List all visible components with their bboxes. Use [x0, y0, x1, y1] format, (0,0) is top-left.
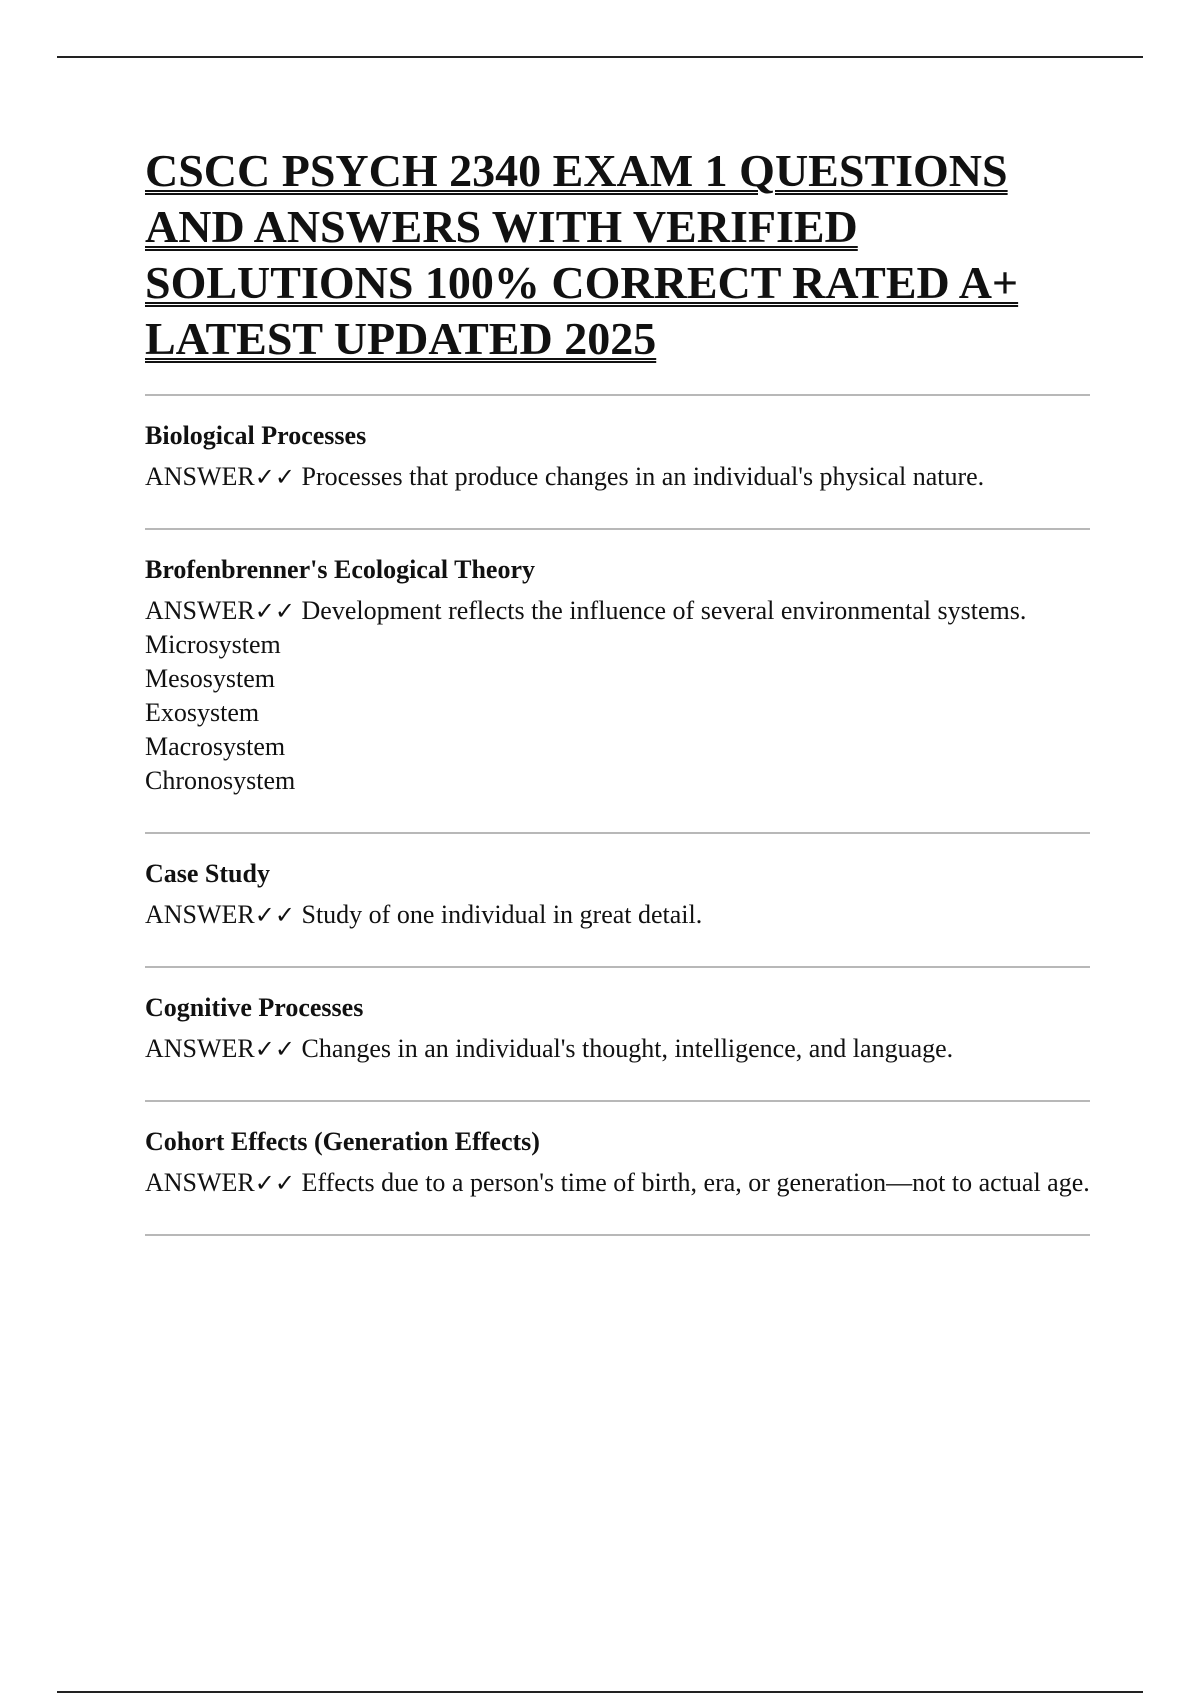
qa-answer [145, 460, 1090, 494]
double-check-icon: ✓✓ [254, 901, 295, 929]
qa-answer [145, 594, 1090, 798]
document-body [145, 143, 1090, 1236]
answer-label: ANSWER [145, 462, 255, 491]
qa-answer [145, 898, 1090, 932]
double-check-icon: ✓✓ [254, 1035, 295, 1063]
qa-term: Cognitive Processes [145, 993, 364, 1022]
qa-item [145, 968, 1090, 1102]
answer-label: ANSWER [145, 1168, 255, 1197]
qa-answer-text: Changes in an individual's thought, intelligence, and language. [295, 1034, 954, 1063]
page-bottom-rule [57, 1691, 1143, 1693]
qa-item [145, 396, 1090, 530]
document-title: CSCC PSYCH 2340 EXAM 1 QUESTIONS AND ANSWERS WITH VERIFIED SOLUTIONS 100% CORRECT RATED A+ LATEST UPDATED 2025 [145, 145, 1019, 364]
qa-term: Cohort Effects (Generation Effects) [145, 1127, 540, 1156]
qa-item [145, 530, 1090, 834]
page-top-rule [57, 56, 1143, 58]
answer-label: ANSWER [145, 900, 255, 929]
qa-answer [145, 1032, 1090, 1066]
qa-answer-text: Study of one individual in great detail. [295, 900, 703, 929]
answer-label: ANSWER [145, 596, 255, 625]
answer-label: ANSWER [145, 1034, 255, 1063]
double-check-icon: ✓✓ [254, 463, 295, 491]
double-check-icon: ✓✓ [254, 597, 295, 625]
qa-answer-text: Processes that produce changes in an individual's physical nature. [295, 462, 985, 491]
qa-answer-text: Effects due to a person's time of birth, era, or generation—not to actual age. [295, 1168, 1090, 1197]
qa-item [145, 834, 1090, 968]
double-check-icon: ✓✓ [254, 1169, 295, 1197]
qa-term: Case Study [145, 859, 270, 888]
qa-item [145, 1102, 1090, 1236]
qa-list [145, 394, 1090, 1236]
qa-answer-text: Development reflects the influence of several environmental systems. Microsystem Mesosystem Exosystem Macrosystem Chronosystem [145, 596, 1027, 795]
qa-term: Biological Processes [145, 421, 367, 450]
qa-answer [145, 1166, 1090, 1200]
qa-term: Brofenbrenner's Ecological Theory [145, 555, 535, 584]
